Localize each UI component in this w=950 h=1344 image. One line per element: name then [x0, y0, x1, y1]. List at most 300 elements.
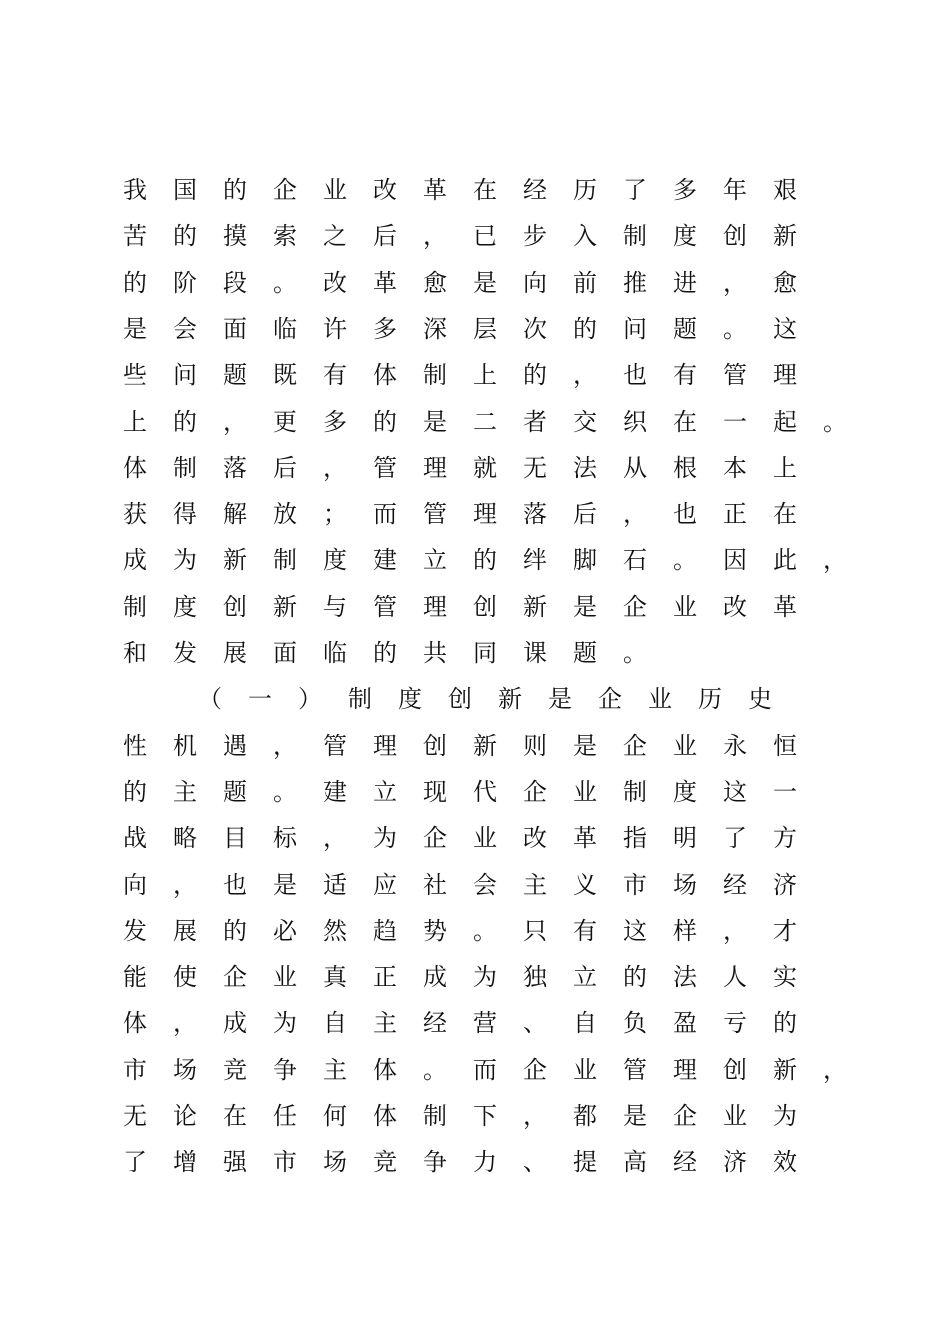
- text-char: 一: [248, 685, 272, 714]
- text-char: 何: [323, 1102, 347, 1130]
- text-char: 理: [773, 361, 797, 390]
- text-char: 企: [623, 731, 647, 760]
- text-char: 成: [423, 963, 447, 992]
- text-char: 的: [523, 361, 547, 390]
- text-char: 已: [473, 222, 497, 251]
- text-char: 后: [373, 222, 397, 251]
- text-line: [0, 213, 950, 259]
- text-char: 法: [673, 963, 697, 992]
- text-char: 真: [323, 963, 347, 992]
- text-char: 业: [473, 824, 497, 853]
- text-char: 愈: [773, 268, 797, 297]
- text-char: 创: [473, 592, 497, 621]
- text-line: [0, 954, 950, 1000]
- text-char: 二: [473, 407, 497, 436]
- text-char: 。: [723, 314, 747, 343]
- text-line: [0, 1139, 950, 1185]
- text-char: 次: [523, 314, 547, 343]
- text-char: 。: [473, 916, 497, 945]
- text-char: 愈: [423, 268, 447, 297]
- text-line: [0, 862, 950, 908]
- text-char: 盈: [673, 1009, 697, 1038]
- text-char: 业: [323, 176, 347, 204]
- text-char: 趋: [373, 916, 397, 945]
- text-char: 战: [123, 824, 147, 853]
- text-char: 起: [773, 407, 797, 436]
- text-char: 改: [723, 592, 747, 621]
- text-char: 目: [223, 824, 247, 853]
- text-char: ，: [723, 268, 747, 297]
- text-char: 面: [223, 314, 247, 343]
- text-char: 强: [223, 1148, 247, 1177]
- text-char: 。: [823, 407, 847, 436]
- text-char: 的: [123, 777, 147, 806]
- section-heading-line: [0, 676, 950, 722]
- text-char: 代: [473, 777, 497, 806]
- text-char: 阶: [173, 268, 197, 297]
- text-char: 只: [523, 916, 547, 945]
- text-char: 这: [773, 314, 797, 343]
- text-char: 、: [523, 1009, 547, 1038]
- text-line: [0, 769, 950, 815]
- text-char: 后: [273, 453, 297, 482]
- text-char: 革: [423, 176, 447, 204]
- text-line: [0, 1093, 950, 1139]
- text-char: ，: [573, 361, 597, 390]
- text-char: 制: [123, 592, 147, 621]
- text-char: 增: [173, 1148, 197, 1177]
- text-char: 临: [323, 639, 347, 667]
- text-char: 机: [173, 731, 197, 760]
- text-char: 制: [623, 222, 647, 251]
- text-char: 者: [523, 407, 547, 436]
- text-char: 创: [448, 685, 472, 714]
- text-char: 正: [723, 500, 747, 529]
- text-char: 济: [773, 870, 797, 899]
- text-char: 业: [648, 685, 672, 714]
- text-line: [0, 584, 950, 630]
- text-char: 企: [523, 777, 547, 806]
- text-char: 体: [123, 1009, 147, 1038]
- text-char: 而: [373, 500, 397, 529]
- text-char: 也: [673, 500, 697, 529]
- text-char: 革: [373, 268, 397, 297]
- text-char: 新: [773, 222, 797, 251]
- text-char: 方: [773, 824, 797, 853]
- text-char: 的: [373, 407, 397, 436]
- text-char: 制: [423, 361, 447, 390]
- text-char: 历: [698, 685, 722, 714]
- text-char: 面: [273, 639, 297, 667]
- text-char: 题: [223, 361, 247, 390]
- text-char: 立: [373, 777, 397, 806]
- text-char: 在: [673, 407, 697, 436]
- text-char: 许: [323, 314, 347, 343]
- text-char: 入: [573, 222, 597, 251]
- text-char: 独: [523, 963, 547, 992]
- text-char: 向: [123, 870, 147, 899]
- text-char: 织: [623, 407, 647, 436]
- text-char: 业: [573, 1055, 597, 1084]
- text-char: 国: [173, 176, 197, 204]
- text-char: 从: [623, 453, 647, 482]
- text-char: 恒: [773, 731, 797, 760]
- text-char: 有: [673, 361, 697, 390]
- text-char: 才: [773, 916, 797, 945]
- text-char: 人: [723, 963, 747, 992]
- text-char: 都: [573, 1102, 597, 1130]
- text-char: 建: [373, 546, 397, 575]
- text-char: 落: [223, 453, 247, 482]
- text-char: 同: [473, 639, 497, 667]
- text-char: 层: [473, 314, 497, 343]
- text-char: ，: [173, 1009, 197, 1038]
- text-char: 新: [473, 731, 497, 760]
- text-char: 济: [723, 1148, 747, 1177]
- text-char: 是: [623, 1102, 647, 1130]
- text-char: 新: [773, 1055, 797, 1084]
- text-char: 竞: [373, 1148, 397, 1177]
- text-char: 下: [473, 1102, 497, 1130]
- text-char: 的: [123, 268, 147, 297]
- text-char: 市: [623, 870, 647, 899]
- text-char: 业: [673, 592, 697, 621]
- text-char: 理: [473, 500, 497, 529]
- text-char: ，: [523, 1102, 547, 1130]
- text-line: [0, 260, 950, 306]
- text-char: ，: [323, 453, 347, 482]
- text-char: 向: [523, 268, 547, 297]
- text-char: 的: [373, 639, 397, 667]
- text-char: 制: [173, 453, 197, 482]
- text-char: 经: [673, 1148, 697, 1177]
- text-char: ，: [823, 546, 847, 575]
- text-char: 业: [273, 963, 297, 992]
- text-line: [0, 491, 950, 537]
- text-char: 略: [173, 824, 197, 853]
- text-line: [0, 352, 950, 398]
- text-char: 的: [773, 1009, 797, 1038]
- text-char: 制: [423, 1102, 447, 1130]
- text-char: 多: [323, 407, 347, 436]
- text-char: 主: [523, 870, 547, 899]
- text-char: 的: [173, 222, 197, 251]
- text-char: 度: [173, 592, 197, 621]
- text-char: 和: [123, 639, 147, 667]
- text-char: 经: [423, 1009, 447, 1038]
- text-char: 是: [573, 731, 597, 760]
- text-char: 在: [773, 500, 797, 529]
- text-char: 体: [123, 453, 147, 482]
- text-char: 实: [773, 963, 797, 992]
- text-char: 课: [523, 639, 547, 667]
- text-char: 理: [673, 1055, 697, 1084]
- text-char: 力: [473, 1148, 497, 1177]
- text-char: （: [198, 685, 222, 714]
- text-char: 样: [673, 916, 697, 945]
- text-char: 革: [573, 824, 597, 853]
- text-char: 场: [673, 870, 697, 899]
- text-char: 场: [323, 1148, 347, 1177]
- text-char: ，: [323, 824, 347, 853]
- text-char: 创: [223, 592, 247, 621]
- text-char: 而: [473, 1055, 497, 1084]
- text-char: 问: [173, 361, 197, 390]
- text-char: 管: [423, 500, 447, 529]
- text-char: 为: [773, 1102, 797, 1130]
- text-char: 发: [173, 639, 197, 667]
- text-char: 企: [523, 1055, 547, 1084]
- text-char: 苦: [123, 222, 147, 251]
- text-char: 的: [473, 546, 497, 575]
- text-char: 任: [273, 1102, 297, 1130]
- text-char: 体: [373, 1055, 397, 1084]
- text-char: 推: [623, 268, 647, 297]
- text-char: 会: [173, 314, 197, 343]
- text-char: 无: [123, 1102, 147, 1130]
- text-char: 负: [623, 1009, 647, 1038]
- text-char: 使: [173, 963, 197, 992]
- text-char: 场: [173, 1055, 197, 1084]
- text-char: 绊: [523, 546, 547, 575]
- text-char: 则: [523, 731, 547, 760]
- text-char: 此: [773, 546, 797, 575]
- text-char: 主: [173, 777, 197, 806]
- text-char: 就: [473, 453, 497, 482]
- text-char: 管: [623, 1055, 647, 1084]
- text-char: 必: [273, 916, 297, 945]
- text-char: 了: [623, 176, 647, 204]
- text-char: 新: [223, 546, 247, 575]
- text-char: 是: [473, 268, 497, 297]
- text-char: 是: [423, 407, 447, 436]
- text-char: 一: [723, 407, 747, 436]
- text-char: 改: [323, 268, 347, 297]
- text-char: 为: [173, 546, 197, 575]
- text-char: 义: [573, 870, 597, 899]
- text-char: 多: [373, 314, 397, 343]
- text-char: 前: [573, 268, 597, 297]
- text-char: 史: [748, 685, 772, 714]
- text-line: [0, 1047, 950, 1093]
- text-char: 革: [773, 592, 797, 621]
- text-char: 自: [323, 1009, 347, 1038]
- text-char: 本: [723, 453, 747, 482]
- text-char: 社: [423, 870, 447, 899]
- text-char: 展: [173, 916, 197, 945]
- text-char: 脚: [573, 546, 597, 575]
- text-char: 上: [123, 407, 147, 436]
- text-line: [0, 630, 950, 676]
- text-line: [0, 445, 950, 491]
- text-char: 经: [523, 176, 547, 204]
- text-char: 管: [373, 592, 397, 621]
- text-char: 制: [273, 546, 297, 575]
- text-char: 解: [223, 500, 247, 529]
- text-char: 体: [373, 361, 397, 390]
- text-char: 深: [423, 314, 447, 343]
- text-char: 明: [673, 824, 697, 853]
- text-char: 历: [573, 176, 597, 204]
- text-char: 、: [523, 1148, 547, 1177]
- text-char: 立: [573, 963, 597, 992]
- text-char: 主: [373, 1009, 397, 1038]
- text-line: [0, 399, 950, 445]
- text-char: 展: [223, 639, 247, 667]
- text-char: 的: [223, 916, 247, 945]
- text-char: 摸: [223, 222, 247, 251]
- text-line: [0, 1000, 950, 1046]
- text-char: ，: [823, 1055, 847, 1084]
- text-char: 石: [623, 546, 647, 575]
- text-char: 有: [573, 916, 597, 945]
- text-char: 后: [573, 500, 597, 529]
- text-char: ，: [173, 870, 197, 899]
- text-char: 适: [323, 870, 347, 899]
- text-char: 管: [373, 453, 397, 482]
- text-char: 法: [573, 453, 597, 482]
- text-char: 度: [673, 222, 697, 251]
- text-char: 势: [423, 916, 447, 945]
- text-char: 为: [473, 963, 497, 992]
- text-char: 成: [123, 546, 147, 575]
- text-char: 争: [273, 1055, 297, 1084]
- text-char: ）: [298, 685, 322, 714]
- text-char: 能: [123, 963, 147, 992]
- text-char: 新: [498, 685, 522, 714]
- text-char: 临: [273, 314, 297, 343]
- text-char: 是: [273, 870, 297, 899]
- text-char: 亏: [723, 1009, 747, 1038]
- text-char: 企: [223, 963, 247, 992]
- text-char: 应: [373, 870, 397, 899]
- text-char: 我: [123, 176, 147, 204]
- text-char: 题: [673, 314, 697, 343]
- text-char: 的: [573, 314, 597, 343]
- text-char: 有: [323, 361, 347, 390]
- text-char: 建: [323, 777, 347, 806]
- text-char: 制: [623, 777, 647, 806]
- text-char: ，: [723, 916, 747, 945]
- text-char: 市: [273, 1148, 297, 1177]
- text-char: 企: [273, 176, 297, 204]
- text-char: 制: [348, 685, 372, 714]
- text-char: 与: [323, 592, 347, 621]
- text-char: 标: [273, 824, 297, 853]
- text-char: 。: [673, 546, 697, 575]
- text-char: 题: [573, 639, 597, 667]
- text-char: 。: [273, 268, 297, 297]
- text-char: 业: [723, 1102, 747, 1130]
- text-char: 索: [273, 222, 297, 251]
- text-line: [0, 306, 950, 352]
- text-char: 提: [573, 1148, 597, 1177]
- text-char: 在: [223, 1102, 247, 1130]
- text-char: 论: [173, 1102, 197, 1130]
- text-char: 理: [373, 731, 397, 760]
- text-char: 上: [473, 361, 497, 390]
- text-char: ，: [223, 407, 247, 436]
- text-char: 艰: [773, 176, 797, 204]
- text-char: 获: [123, 500, 147, 529]
- text-line: [0, 908, 950, 954]
- text-char: 些: [123, 361, 147, 390]
- text-char: 共: [423, 639, 447, 667]
- text-char: 业: [673, 731, 697, 760]
- text-char: 创: [423, 731, 447, 760]
- text-char: 遇: [223, 731, 247, 760]
- text-char: 体: [373, 1102, 397, 1130]
- text-char: 管: [323, 731, 347, 760]
- text-char: 也: [223, 870, 247, 899]
- text-char: 放: [273, 500, 297, 529]
- text-char: ，: [273, 731, 297, 760]
- text-char: 市: [123, 1055, 147, 1084]
- text-char: 的: [223, 176, 247, 204]
- text-char: 性: [123, 731, 147, 760]
- text-char: ，: [623, 500, 647, 529]
- text-char: 争: [423, 1148, 447, 1177]
- text-char: 步: [523, 222, 547, 251]
- text-char: 然: [323, 916, 347, 945]
- text-char: 经: [723, 870, 747, 899]
- text-char: 永: [723, 731, 747, 760]
- text-char: 在: [473, 176, 497, 204]
- text-char: 企: [423, 824, 447, 853]
- text-char: 上: [773, 453, 797, 482]
- text-char: 这: [723, 777, 747, 806]
- text-char: 交: [573, 407, 597, 436]
- text-char: 自: [573, 1009, 597, 1038]
- text-char: 改: [373, 176, 397, 204]
- text-line: [0, 167, 950, 213]
- text-char: 了: [123, 1148, 147, 1177]
- text-char: 的: [173, 407, 197, 436]
- text-char: 是: [573, 592, 597, 621]
- text-char: 会: [473, 870, 497, 899]
- text-char: 企: [673, 1102, 697, 1130]
- text-char: 度: [673, 777, 697, 806]
- text-char: 无: [523, 453, 547, 482]
- text-char: 新: [273, 592, 297, 621]
- text-char: 年: [723, 176, 747, 204]
- text-char: 改: [523, 824, 547, 853]
- text-char: 得: [173, 500, 197, 529]
- text-char: 一: [773, 777, 797, 806]
- text-char: 根: [673, 453, 697, 482]
- text-char: 。: [623, 639, 647, 667]
- text-char: 更: [273, 407, 297, 436]
- text-char: 理: [423, 592, 447, 621]
- text-char: 这: [623, 916, 647, 945]
- text-char: 也: [623, 361, 647, 390]
- text-char: 创: [723, 222, 747, 251]
- text-line: [0, 723, 950, 769]
- text-char: 度: [398, 685, 422, 714]
- text-char: 进: [673, 268, 697, 297]
- text-char: 为: [373, 824, 397, 853]
- text-char: 业: [573, 777, 597, 806]
- text-char: 落: [523, 500, 547, 529]
- text-char: 因: [723, 546, 747, 575]
- text-char: 创: [723, 1055, 747, 1084]
- text-char: 企: [623, 592, 647, 621]
- text-char: 问: [623, 314, 647, 343]
- text-char: 现: [423, 777, 447, 806]
- text-char: 企: [598, 685, 622, 714]
- text-char: 效: [773, 1148, 797, 1177]
- text-char: 。: [273, 777, 297, 806]
